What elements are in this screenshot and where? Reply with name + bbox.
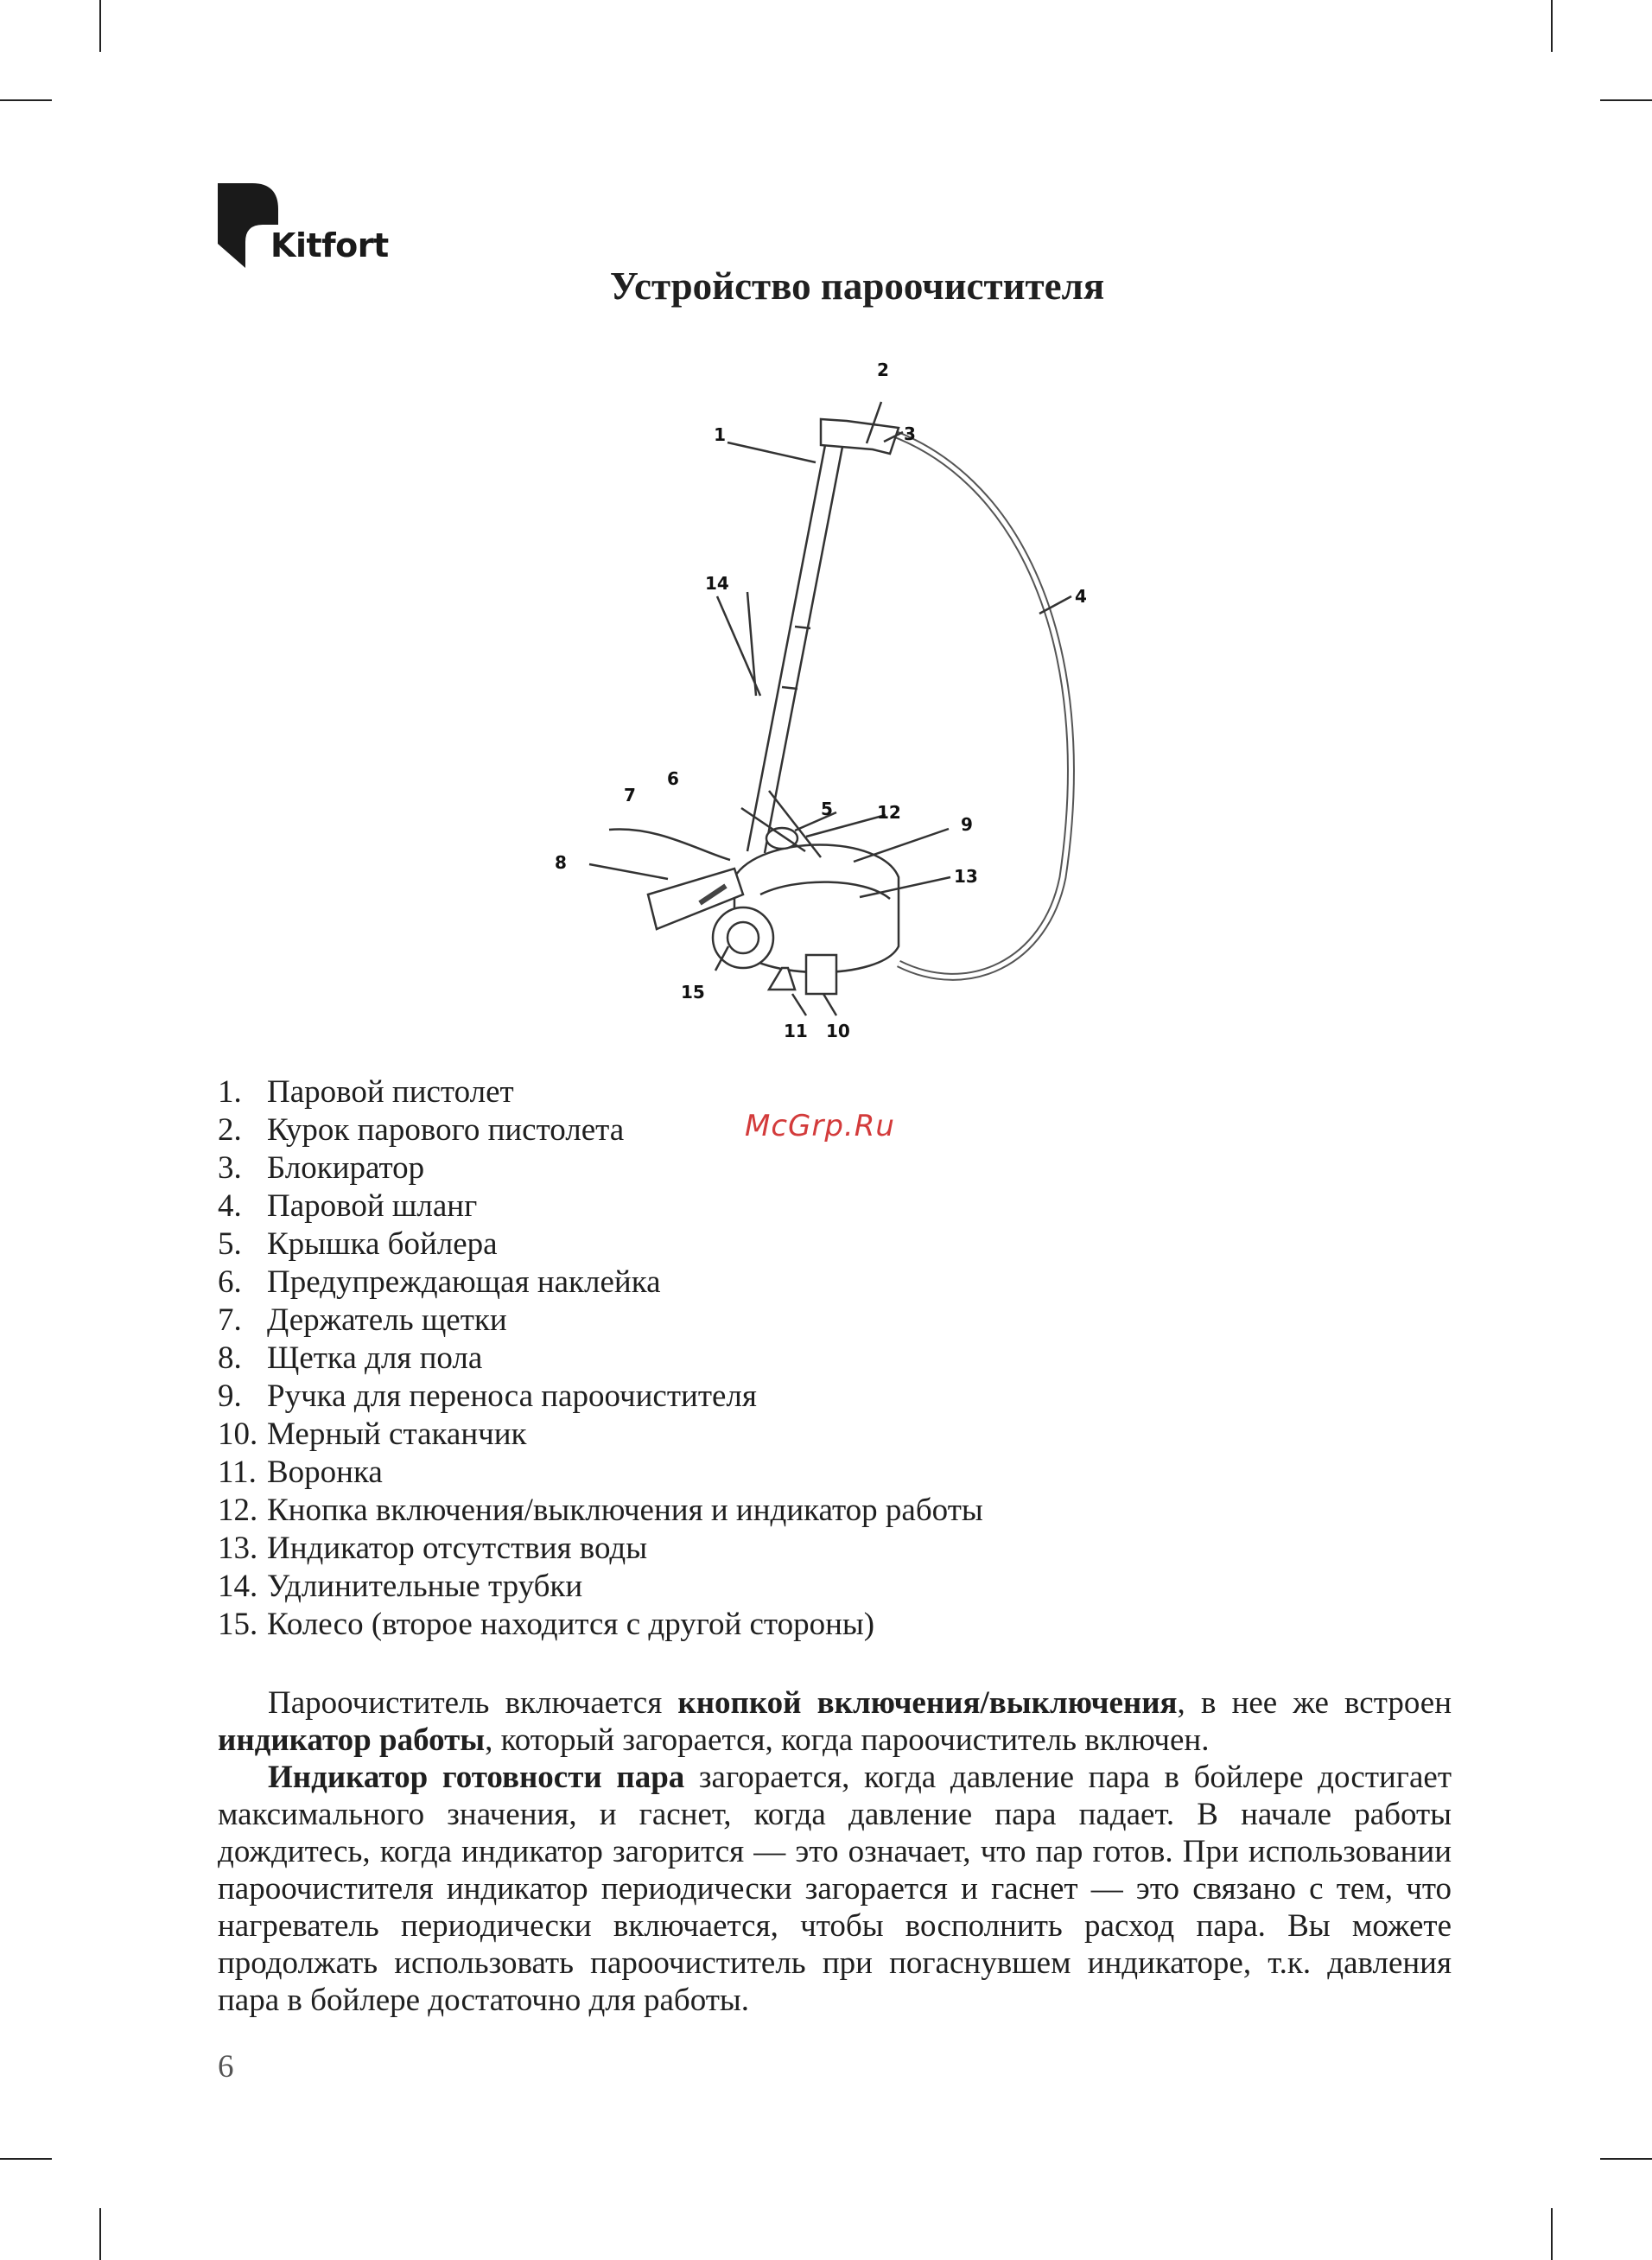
callout-5: 5: [821, 799, 833, 819]
item-label: Удлинительные трубки: [267, 1569, 583, 1604]
callout-14: 14: [705, 573, 729, 594]
callout-1: 1: [714, 424, 726, 445]
list-item: [218, 1149, 983, 1187]
crop-mark: [0, 2158, 52, 2160]
page-title: Устройство пароочистителя: [609, 264, 1105, 308]
item-label: Кнопка включения/выключения и индикатор работы: [267, 1493, 983, 1528]
bold-run: Индикатор готовности пара: [268, 1760, 685, 1795]
list-item: [218, 1568, 983, 1606]
list-item: [218, 1073, 983, 1111]
text-run: , который загорается, когда пароочиститель включен.: [485, 1722, 1210, 1758]
callout-13: 13: [954, 866, 978, 887]
text-run: , в нее же встроен: [1177, 1685, 1452, 1721]
kitfort-logo-icon: [218, 183, 278, 268]
list-item: [218, 1225, 983, 1264]
paragraph-power-button: [218, 1684, 1452, 1759]
callout-10: 10: [826, 1021, 850, 1041]
callout-6: 6: [667, 768, 679, 789]
list-item: [218, 1530, 983, 1568]
measuring-cup: [806, 955, 836, 994]
item-number: 8.: [218, 1340, 242, 1376]
item-label: Колесо (второе находится с другой стороны): [267, 1607, 875, 1642]
item-number: 4.: [218, 1188, 242, 1224]
boiler-cap: [766, 828, 797, 849]
item-number: 5.: [218, 1226, 242, 1262]
item-label: Предупреждающая наклейка: [267, 1264, 661, 1300]
crop-mark: [1551, 0, 1553, 52]
bold-run: кнопкой включения/выключения: [677, 1685, 1178, 1721]
crop-mark: [0, 99, 52, 101]
list-item: [218, 1264, 983, 1302]
item-number: 15.: [218, 1607, 258, 1642]
item-number: 7.: [218, 1302, 242, 1338]
text-run: Пароочиститель включается: [268, 1685, 678, 1721]
item-label: Ручка для переноса пароочистителя: [267, 1378, 757, 1414]
callout-12: 12: [877, 802, 901, 823]
item-number: 3.: [218, 1150, 242, 1186]
list-item: [218, 1187, 983, 1225]
item-number: 10.: [218, 1416, 258, 1452]
item-label: Щетка для пола: [267, 1340, 483, 1376]
list-item: [218, 1492, 983, 1530]
brand-name: Kitfort: [270, 226, 389, 264]
item-label: Крышка бойлера: [267, 1226, 498, 1262]
parts-list: [218, 1073, 983, 1644]
page-number: 6: [218, 2049, 234, 2085]
callout-9: 9: [961, 814, 973, 835]
list-item: [218, 1340, 983, 1378]
item-label: Блокиратор: [267, 1150, 425, 1186]
callout-2: 2: [877, 360, 889, 380]
steam-hose: [877, 428, 1071, 977]
callout-15: 15: [681, 982, 705, 1003]
callout-7: 7: [624, 785, 636, 805]
steam-gun: [821, 419, 899, 454]
item-number: 11.: [218, 1455, 257, 1490]
item-label: Индикатор отсутствия воды: [267, 1531, 648, 1566]
item-label: Мерный стаканчик: [267, 1416, 527, 1452]
callout-8: 8: [555, 852, 567, 873]
watermark-link[interactable]: McGrp.Ru: [745, 1109, 895, 1143]
item-number: 1.: [218, 1074, 242, 1110]
list-item: [218, 1302, 983, 1340]
crop-mark: [1600, 99, 1652, 101]
item-label: Держатель щетки: [267, 1302, 507, 1338]
list-item: [218, 1416, 983, 1454]
item-label: Курок парового пистолета: [267, 1112, 625, 1148]
crop-mark: [1551, 2208, 1553, 2260]
list-item: [218, 1454, 983, 1492]
callout-11: 11: [784, 1021, 808, 1041]
item-number: 13.: [218, 1531, 258, 1566]
item-number: 14.: [218, 1569, 258, 1604]
item-label: Паровой пистолет: [267, 1074, 514, 1110]
item-number: 2.: [218, 1112, 242, 1148]
item-number: 12.: [218, 1493, 258, 1528]
callout-4: 4: [1075, 586, 1087, 607]
bold-run: индикатор работы: [218, 1722, 486, 1758]
list-item: [218, 1378, 983, 1416]
item-label: Паровой шланг: [267, 1188, 478, 1224]
crop-mark: [99, 0, 101, 52]
steam-cleaner-diagram: [536, 341, 1141, 1059]
extension-tubes: [747, 445, 842, 853]
crop-mark: [1600, 2158, 1652, 2160]
list-item: [218, 1606, 983, 1644]
crop-mark: [99, 2208, 101, 2260]
text-run: загорается, когда давление пара в бойлере достигает максимального значения, и гаснет, когда давление пара падает. В начале работы дождитесь, когда индикатор загорится — это означает, что пар готов. При использовании пароочистителя индикатор периодически загорается и гаснет — это связано с тем, что нагреватель периодически включается, чтобы восполнить расход пара. Вы можете продолжать использовать пароочиститель при погаснувшем индикаторе, т.к. давления пара в бойлере достаточно для работы.: [218, 1760, 1452, 2018]
paragraph-steam-ready-indicator: [218, 1759, 1452, 2019]
item-number: 9.: [218, 1378, 242, 1414]
item-number: 6.: [218, 1264, 242, 1300]
item-label: Воронка: [267, 1455, 383, 1490]
callout-3: 3: [904, 423, 916, 444]
